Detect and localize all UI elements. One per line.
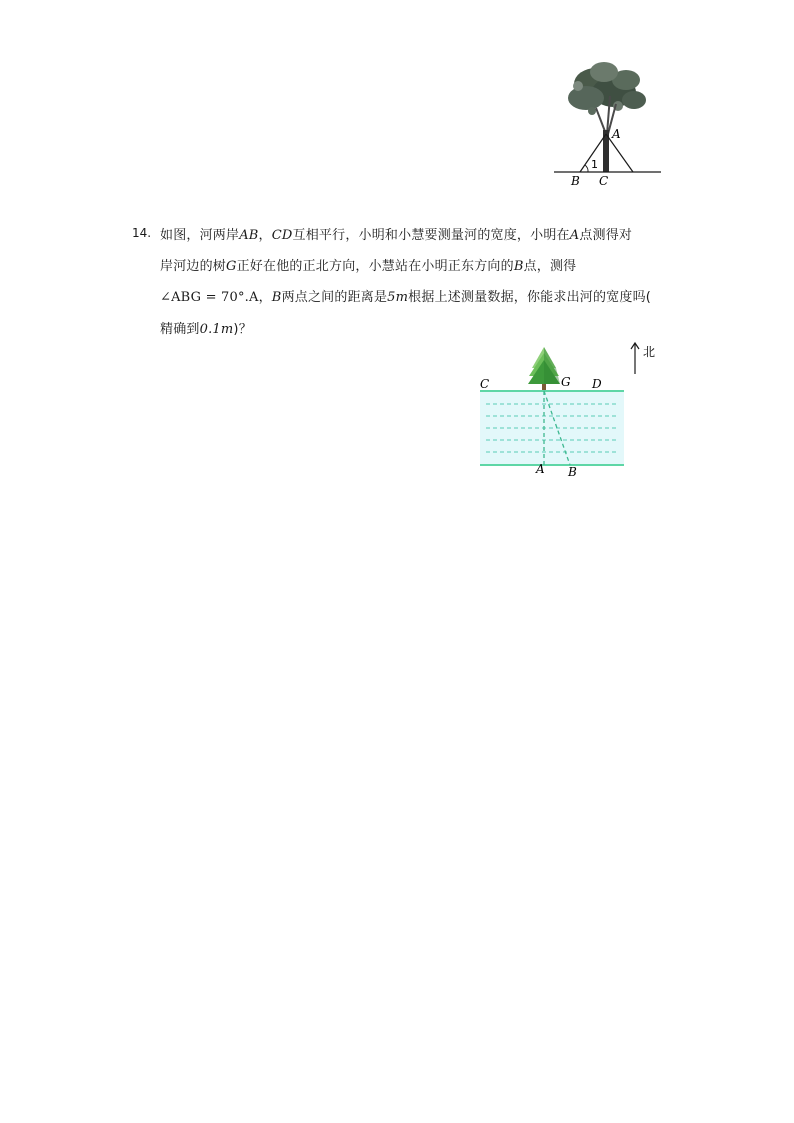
river-figure xyxy=(472,338,668,484)
label-A: A xyxy=(536,462,545,476)
tree-support-figure xyxy=(548,56,666,190)
label-G: G xyxy=(561,375,571,389)
label-D: D xyxy=(592,377,602,391)
label-north: 北 xyxy=(643,345,656,359)
label-B: B xyxy=(571,174,580,188)
label-A: A xyxy=(612,127,621,141)
label-C: C xyxy=(480,377,490,391)
question-line-3: ∠ABG = 70°.A，B两点之间的距离是5m根据上述测量数据，你能求出河的宽度吗( xyxy=(160,290,652,305)
tree-G-icon xyxy=(528,347,560,390)
question-line-1: 如图，河两岸AB，CD互相平行，小明和小慧要测量河的宽度，小明在A点测得对 xyxy=(160,228,633,243)
question-number: 14. xyxy=(132,226,152,240)
label-B: B xyxy=(568,465,577,479)
angle-arc xyxy=(585,165,588,172)
label-angle-1: 1 xyxy=(591,158,598,171)
north-arrow-icon xyxy=(631,343,639,374)
question-line-2: 岸河边的树G正好在他的正北方向，小慧站在小明正东方向的B点，测得 xyxy=(160,259,577,274)
label-C: C xyxy=(599,174,609,188)
question-line-4: 精确到0.1m)？ xyxy=(160,322,252,337)
tree-canopy xyxy=(568,62,646,115)
